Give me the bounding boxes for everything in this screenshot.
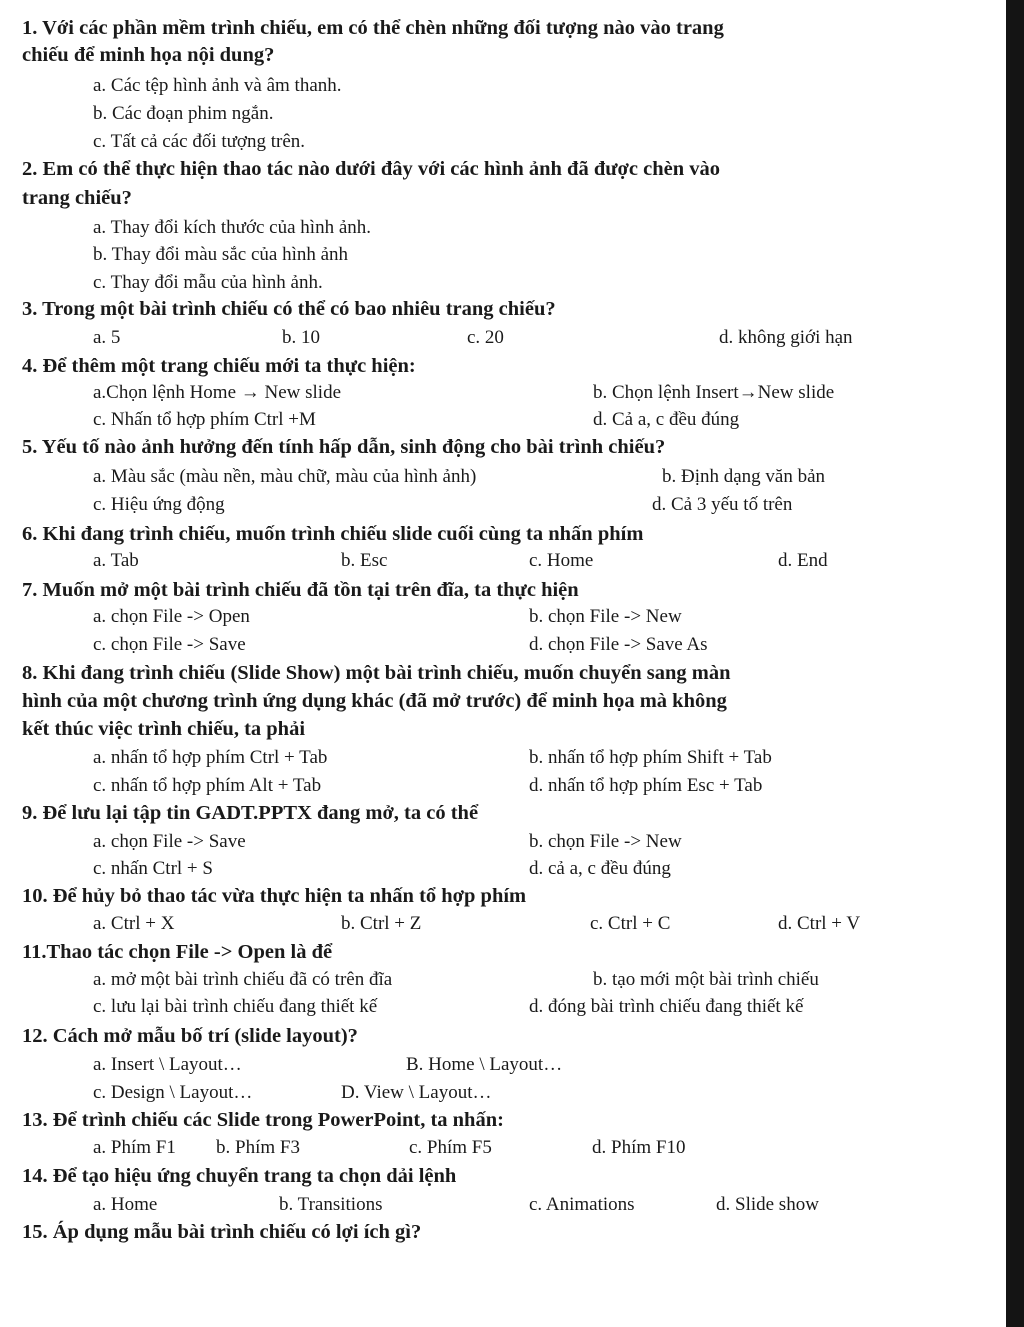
question-11-option-a: a. mở một bài trình chiếu đã có trên đĩa [93,969,393,990]
question-7-option-a: a. chọn File -> Open [93,606,250,627]
question-3-option-d: d. không giới hạn [719,327,853,348]
question-8-option-a: a. nhấn tổ hợp phím Ctrl + Tab [93,747,328,768]
scan-edge-border [1006,0,1024,1327]
question-13-option-a: a. Phím F1 [93,1137,176,1158]
question-12-option-c: c. Design \ Layout… [93,1082,253,1103]
question-4-option-b: b. Chọn lệnh Insert→New slide [593,382,835,403]
question-4-option-c: c. Nhấn tổ hợp phím Ctrl +M [93,409,316,430]
question-11-option-b: b. tạo mới một bài trình chiếu [593,969,819,990]
question-1-line-1: 1. Với các phần mềm trình chiếu, em có thể chèn những đối tượng nào vào trang [22,17,724,39]
question-10-option-c: c. Ctrl + C [590,913,671,934]
question-2-line-2: trang chiếu? [22,187,132,209]
question-5-option-d: d. Cả 3 yếu tố trên [652,494,793,515]
question-14-option-a: a. Home [93,1194,158,1215]
question-9-option-c: c. nhấn Ctrl + S [93,858,213,879]
question-8-option-b: b. nhấn tổ hợp phím Shift + Tab [529,747,772,768]
question-9-option-a: a. chọn File -> Save [93,831,246,852]
question-8-line-2: hình của một chương trình ứng dụng khác (đã mở trước) để minh họa mà không [22,690,727,712]
question-6-option-c: c. Home [529,550,594,571]
question-13-line-1: 13. Để trình chiếu các Slide trong PowerPoint, ta nhấn: [22,1109,504,1131]
question-4-option-d: d. Cả a, c đều đúng [593,409,740,430]
question-6-option-b: b. Esc [341,550,388,571]
question-1-line-2: chiếu để minh họa nội dung? [22,44,275,66]
question-13-option-b: b. Phím F3 [216,1137,300,1158]
question-5-line-1: 5. Yếu tố nào ảnh hưởng đến tính hấp dẫn, sinh động cho bài trình chiếu? [22,436,666,458]
question-11-option-d: d. đóng bài trình chiếu đang thiết kế [529,996,804,1017]
question-5-option-a: a. Màu sắc (màu nền, màu chữ, màu của hình ảnh) [93,466,477,487]
question-9-option-b: b. chọn File -> New [529,831,682,852]
question-10-line-1: 10. Để hủy bỏ thao tác vừa thực hiện ta nhấn tổ hợp phím [22,885,527,907]
question-11-line-1: 11.Thao tác chọn File -> Open là để [22,941,333,963]
question-12-option-d: D. View \ Layout… [341,1082,492,1103]
question-14-option-d: d. Slide show [716,1194,819,1215]
question-5-option-c: c. Hiệu ứng động [93,494,225,515]
question-15-line-1: 15. Áp dụng mẫu bài trình chiếu có lợi ích gì? [22,1221,422,1243]
question-3-option-b: b. 10 [282,327,320,348]
question-8-option-c: c. nhấn tổ hợp phím Alt + Tab [93,775,322,796]
question-6-option-a: a. Tab [93,550,139,571]
question-10-option-d: d. Ctrl + V [778,913,861,934]
question-13-option-d: d. Phím F10 [592,1137,686,1158]
question-7-option-c: c. chọn File -> Save [93,634,246,655]
question-14-option-b: b. Transitions [279,1194,383,1215]
question-2-option-a: a. Thay đổi kích thước của hình ảnh. [93,217,372,238]
question-3-line-1: 3. Trong một bài trình chiếu có thể có bao nhiêu trang chiếu? [22,298,556,320]
question-11-option-c: c. lưu lại bài trình chiếu đang thiết kế [93,996,378,1017]
question-5-option-b: b. Định dạng văn bản [662,466,826,487]
question-8-option-d: d. nhấn tổ hợp phím Esc + Tab [529,775,763,796]
question-10-option-a: a. Ctrl + X [93,913,175,934]
question-12-line-1: 12. Cách mở mẫu bố trí (slide layout)? [22,1025,358,1047]
question-3-option-a: a. 5 [93,327,121,348]
question-9-line-1: 9. Để lưu lại tập tin GADT.PPTX đang mở, ta có thể [22,802,479,824]
question-4-line-1: 4. Để thêm một trang chiếu mới ta thực hiện: [22,355,416,377]
question-6-option-d: d. End [778,550,828,571]
question-8-line-1: 8. Khi đang trình chiếu (Slide Show) một bài trình chiếu, muốn chuyển sang màn [22,662,731,684]
question-6-line-1: 6. Khi đang trình chiếu, muốn trình chiếu slide cuối cùng ta nhấn phím [22,523,644,545]
question-14-option-c: c. Animations [529,1194,635,1215]
question-7-option-b: b. chọn File -> New [529,606,682,627]
question-14-line-1: 14. Để tạo hiệu ứng chuyển trang ta chọn dải lệnh [22,1165,457,1187]
question-9-option-d: d. cả a, c đều đúng [529,858,671,879]
question-7-line-1: 7. Muốn mở một bài trình chiếu đã tồn tại trên đĩa, ta thực hiện [22,579,579,601]
question-7-option-d: d. chọn File -> Save As [529,634,708,655]
question-2-line-1: 2. Em có thể thực hiện thao tác nào dưới đây với các hình ảnh đã được chèn vào [22,158,720,180]
question-10-option-b: b. Ctrl + Z [341,913,422,934]
question-1-option-a: a. Các tệp hình ảnh và âm thanh. [93,75,342,96]
question-8-line-3: kết thúc việc trình chiếu, ta phải [22,718,306,740]
question-2-option-b: b. Thay đổi màu sắc của hình ảnh [93,244,349,265]
question-13-option-c: c. Phím F5 [409,1137,492,1158]
question-3-option-c: c. 20 [467,327,504,348]
question-12-option-b: B. Home \ Layout… [406,1054,563,1075]
question-2-option-c: c. Thay đổi mẫu của hình ảnh. [93,272,323,293]
question-12-option-a: a. Insert \ Layout… [93,1054,242,1075]
question-1-option-c: c. Tất cả các đối tượng trên. [93,131,306,152]
question-1-option-b: b. Các đoạn phim ngắn. [93,103,274,124]
question-4-option-a: a.Chọn lệnh Home → New slide [93,382,342,403]
